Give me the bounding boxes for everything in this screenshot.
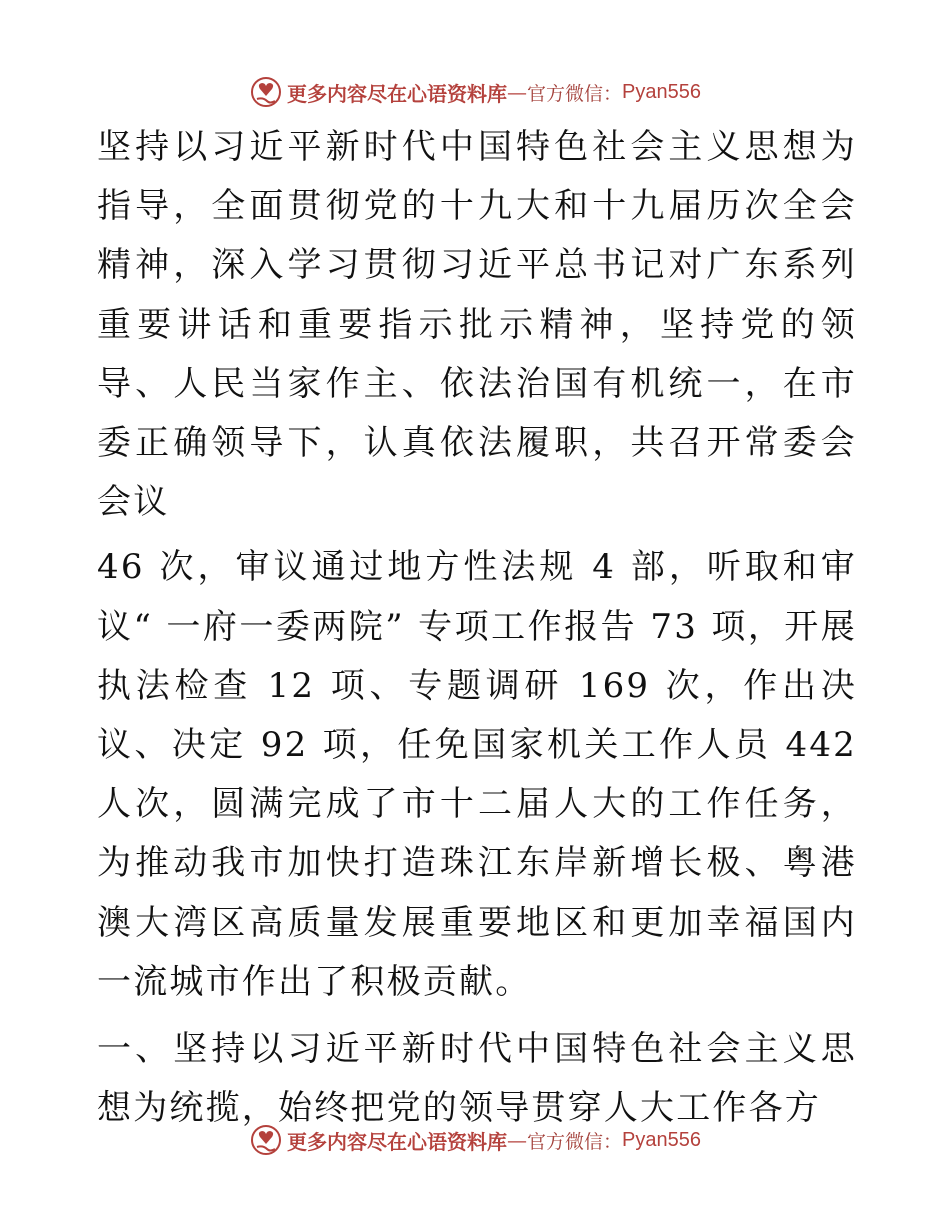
footer-wechat-id: Pyan556 <box>622 1128 701 1151</box>
paragraph-1: 坚持以习近平新时代中国特色社会主义思想为指导，全面贯彻党的十九大和十九届历次全会精神，深入学习贯彻习近平总书记对广东系列重要讲话和重要指示批示精神，坚持党的领导、人民当家作主、依法治国有机统一，在市委正确领导下，认真依法履职，共召开常委会会议 <box>97 127 857 523</box>
footer-separator: — <box>507 1128 527 1152</box>
footer-tagline: 更多内容尽在心语资料库 <box>287 1129 507 1154</box>
header-tagline: 更多内容尽在心语资料库 <box>287 81 507 106</box>
paragraph-2: 46 次，审议通过地方性法规 4 部，听取和审议“ 一府一委两院” 专项工作报告 73 项，开展执法检查 12 项、专题调研 169 次，作出决议、决定 92 项，任免国家机关工作人员 442 人次，圆满完成了市十二届人大的工作任务，为推动我市加快打造珠江东岸新增长极、粤港澳大湾区高质量发展重要地区和更加幸福国内一流城市作出了积极贡献。 <box>97 547 857 1002</box>
footer-banner <box>0 1120 950 1160</box>
footer-wechat-label: 官方微信： <box>527 1130 623 1153</box>
header-separator: — <box>507 80 527 104</box>
header-banner <box>0 72 950 112</box>
mouse-heart-logo-icon <box>249 75 283 109</box>
paragraph-3-section-heading: 一、坚持以习近平新时代中国特色社会主义思想为统揽，始终把党的领导贯穿人大工作各方 <box>97 1029 857 1129</box>
header-wechat-label: 官方微信： <box>527 82 623 105</box>
mouse-heart-logo-icon <box>249 1123 283 1157</box>
header-wechat-id: Pyan556 <box>622 80 701 103</box>
document-body <box>97 118 857 1138</box>
